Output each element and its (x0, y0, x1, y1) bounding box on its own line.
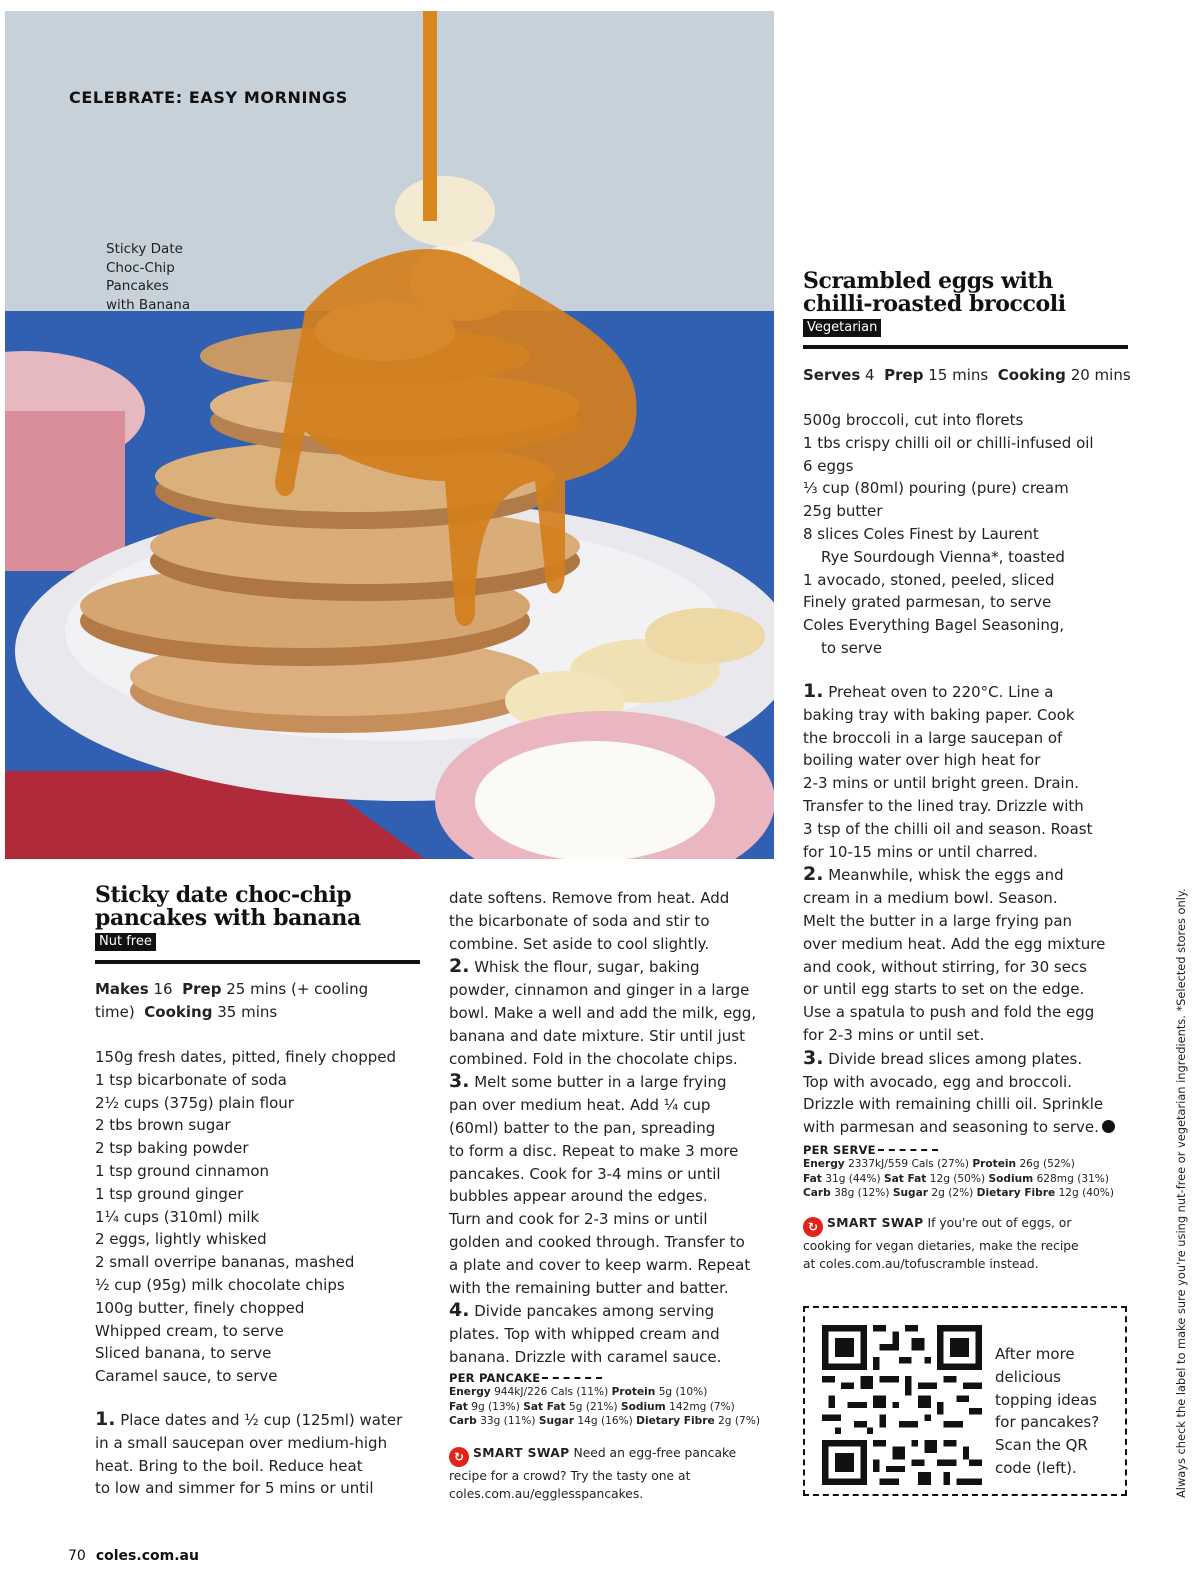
ingredient-item: ½ cup (95g) milk chocolate chips (95, 1275, 345, 1294)
nutrient-label: Carb (803, 1187, 831, 1199)
step-line: Preheat oven to 220°C. Line a (823, 683, 1054, 701)
nutrient-value: 628mg (31%) (1036, 1172, 1110, 1185)
nutrient-value: 38g (12%) (834, 1187, 890, 1199)
diet-tag: Nut free (95, 933, 156, 951)
qr-text-line: for pancakes? (995, 1413, 1100, 1432)
step-line: bubbles appear around the edges. (449, 1187, 708, 1206)
nutrient-value: 2337kJ/559 Cals (27%) (848, 1158, 969, 1170)
swap-line: Need an egg-free pancake (569, 1446, 737, 1460)
prep-value: 15 mins (928, 366, 989, 384)
right-recipe-header (803, 270, 1128, 349)
nutrition-heading: PER SERVE (803, 1143, 876, 1157)
step-line: to low and simmer for 5 mins or until (95, 1479, 374, 1498)
step-line: date softens. Remove from heat. Add (449, 889, 730, 907)
ingredient-item: Finely grated parmesan, to serve (803, 593, 1052, 612)
caption-line: Pancakes (106, 278, 169, 294)
swap-line: coles.com.au/egglesspancakes. (449, 1487, 644, 1501)
step-line: cream in a medium bowl. Season. (803, 889, 1058, 908)
nutrient-label: Carb (449, 1415, 477, 1427)
nutrient-value: 5g (10%) (658, 1386, 708, 1398)
nutrient-label: Protein (972, 1158, 1017, 1170)
title-line: Scrambled eggs with (803, 268, 1053, 294)
cooking-value: 35 mins (217, 1002, 278, 1021)
ingredient-item: Sliced banana, to serve (95, 1344, 272, 1363)
qr-text-line: topping ideas (995, 1390, 1097, 1409)
step-line: Meanwhile, whisk the eggs and (823, 866, 1064, 885)
ingredient-item: 1 tsp ground cinnamon (95, 1161, 270, 1180)
ingredient-item: Rye Sourdough Vienna*, toasted (821, 547, 1065, 566)
caption-line: with Banana (106, 296, 191, 313)
step-line: over medium heat. Add the egg mixture (803, 934, 1106, 953)
smart-swap-icon: ↻ (449, 1447, 469, 1467)
step-number: 1. (95, 1408, 116, 1430)
nutrient-value: 2g (2%) (931, 1187, 974, 1199)
right-smart-swap (803, 1214, 1103, 1273)
ingredient-item: 25g butter (803, 502, 883, 521)
ingredient-item: Caramel sauce, to serve (95, 1367, 278, 1386)
step-line: the bicarbonate of soda and stir to (449, 911, 710, 930)
step-line: Use a spatula to push and fold the egg (803, 1003, 1095, 1022)
smart-swap-label: SMART SWAP (473, 1446, 570, 1460)
nutrient-label: Sugar (892, 1187, 929, 1199)
left-recipe-title (95, 884, 420, 930)
divider (803, 345, 1128, 349)
step-line: in a small saucepan over medium-high (95, 1433, 388, 1452)
nutrient-value: 142mg (7%) (669, 1400, 735, 1413)
ingredient-item: 2 eggs, lightly whisked (95, 1230, 267, 1249)
qr-text-line: After more (995, 1345, 1075, 1363)
step-line: pancakes. Cook for 3-4 mins or until (449, 1164, 721, 1183)
prep-label: Prep (182, 980, 222, 998)
caption-line: Sticky Date (106, 241, 183, 257)
page-footer (68, 1548, 199, 1564)
nutrient-value: 12g (40%) (1058, 1187, 1114, 1199)
step-line: Turn and cook for 2-3 mins or until (449, 1210, 708, 1229)
ingredient-item: 2½ cups (375g) plain flour (95, 1093, 294, 1112)
nutrient-value: 26g (52%) (1019, 1158, 1075, 1170)
right-recipe-title (803, 270, 1128, 316)
step-line: baking tray with baking paper. Cook (803, 705, 1075, 724)
ingredient-item: 1 tsp ground ginger (95, 1184, 244, 1203)
step-line: (60ml) batter to the pan, spreading (449, 1118, 716, 1137)
ingredient-item: 150g fresh dates, pitted, finely chopped (95, 1048, 396, 1066)
step-line: banana. Drizzle with caramel sauce. (449, 1347, 722, 1366)
divider (95, 960, 420, 964)
step-line: Drizzle with remaining chilli oil. Sprinkle (803, 1095, 1104, 1114)
qr-prompt-text (995, 1343, 1115, 1480)
step-line: Transfer to the lined tray. Drizzle with (803, 796, 1084, 815)
step-line: and cook, without stirring, for 30 secs (803, 957, 1087, 976)
step-line: bowl. Make a well and add the milk, egg, (449, 1003, 757, 1022)
left-recipe-header (95, 884, 420, 964)
page-number: 70 (68, 1548, 86, 1564)
hero-photo (5, 11, 774, 859)
step-line: the broccoli in a large saucepan of (803, 728, 1063, 747)
cooking-value: 20 mins (1070, 366, 1131, 384)
nutrient-label: Sugar (538, 1415, 575, 1427)
makes-label: Makes (95, 980, 149, 998)
step-line: to form a disc. Repeat to make 3 more (449, 1141, 739, 1160)
step-number: 2. (803, 863, 824, 886)
end-marker-icon (1102, 1120, 1115, 1133)
qr-text-line: delicious (995, 1367, 1061, 1386)
nutrient-value: 2g (7%) (718, 1415, 760, 1427)
qr-panel (803, 1306, 1127, 1496)
prep-label: Prep (884, 366, 924, 384)
ingredient-item: ⅓ cup (80ml) pouring (pure) cream (803, 479, 1069, 498)
nutrient-value: 33g (11%) (480, 1415, 536, 1427)
ingredient-item: 1 avocado, stoned, peeled, sliced (803, 570, 1055, 589)
step-line: for 10-15 mins or until charred. (803, 842, 1038, 861)
step-line: banana and date mixture. Stir until just (449, 1026, 745, 1045)
step-line: combine. Set aside to cool slightly. (449, 934, 710, 953)
makes-value: 16 (153, 980, 173, 998)
nutrient-value: 12g (50%) (929, 1172, 986, 1185)
swap-line: If you're out of eggs, or (923, 1216, 1072, 1230)
ingredient-item: 6 eggs (803, 456, 854, 475)
left-recipe-meta (95, 978, 420, 1023)
nutrition-heading: PER PANCAKE (449, 1371, 541, 1385)
qr-code-icon[interactable] (822, 1325, 982, 1485)
step-line: Divide pancakes among serving (469, 1302, 715, 1321)
right-ingredient-list (803, 409, 1143, 660)
nutrient-value: 944kJ/226 Cals (11%) (494, 1386, 609, 1398)
title-line: chilli-roasted broccoli (803, 291, 1066, 317)
nutrient-label: Sat Fat (883, 1172, 927, 1185)
step-number: 2. (449, 955, 470, 978)
nutrient-value: 9g (13%) (471, 1400, 520, 1413)
step-line: heat. Bring to the boil. Reduce heat (95, 1456, 363, 1475)
ingredient-item: 100g butter, finely chopped (95, 1298, 305, 1317)
nutrient-label: Fat (449, 1400, 468, 1413)
prep-value: 25 mins (+ cooling (226, 980, 369, 998)
step-line: for 2-3 mins or until set. (803, 1025, 985, 1044)
qr-text-line: Scan the QR (995, 1436, 1088, 1455)
side-disclaimer: Always check the label to make sure you're using nut-free or vegetarian ingredients. *Selected stores only. (1174, 888, 1188, 1498)
step-line: combined. Fold in the chocolate chips. (449, 1049, 738, 1068)
step-line: with parmesan and seasoning to serve. (803, 1118, 1099, 1137)
step-line: a plate and cover to keep warm. Repeat (449, 1255, 751, 1274)
step-line: Place dates and ½ cup (125ml) water (115, 1411, 403, 1429)
left-step-1 (95, 1408, 425, 1500)
nutrient-label: Sodium (988, 1172, 1034, 1185)
pancake-stack-illustration (5, 11, 774, 859)
left-nutrition (449, 1371, 779, 1429)
step-line: powder, cinnamon and ginger in a large (449, 981, 750, 1000)
nutrient-label: Protein (611, 1386, 656, 1398)
swap-line: at coles.com.au/tofuscramble instead. (803, 1257, 1039, 1271)
left-ingredient-list (95, 1046, 430, 1388)
nutrient-label: Dietary Fibre (636, 1415, 715, 1427)
step-number: 3. (803, 1046, 824, 1069)
ingredient-item: 2 tbs brown sugar (95, 1116, 231, 1135)
ingredient-item: Coles Everything Bagel Seasoning, (803, 616, 1065, 635)
nutrient-value: 14g (16%) (577, 1415, 633, 1427)
qr-text-line: code (left). (995, 1458, 1077, 1477)
left-method-continued (449, 887, 779, 1369)
nutrient-label: Fat (803, 1172, 822, 1185)
diet-tag: Vegetarian (803, 319, 881, 337)
section-label: CELEBRATE: EASY MORNINGS (69, 88, 348, 107)
serves-label: Serves (803, 366, 861, 384)
nutrient-value: 31g (44%) (825, 1172, 881, 1185)
step-line: Whisk the flour, sugar, baking (469, 958, 700, 977)
step-line: plates. Top with whipped cream and (449, 1325, 720, 1344)
left-smart-swap (449, 1444, 779, 1503)
step-number: 4. (449, 1299, 470, 1322)
step-line: Top with avocado, egg and broccoli. (803, 1072, 1072, 1091)
serves-value: 4 (865, 366, 875, 384)
ingredient-item: 2 tsp baking powder (95, 1139, 249, 1158)
step-line: 3 tsp of the chilli oil and season. Roast (803, 819, 1093, 838)
title-line: pancakes with banana (95, 905, 361, 931)
ingredient-item: 1 tsp bicarbonate of soda (95, 1070, 287, 1089)
prep-value-cont: time) (95, 1002, 135, 1021)
right-method (803, 680, 1143, 1139)
ingredient-item: 2 small overripe bananas, mashed (95, 1253, 355, 1272)
step-line: Melt some butter in a large frying (469, 1073, 727, 1092)
step-line: 2-3 mins or until bright green. Drain. (803, 774, 1079, 793)
ingredient-item: to serve (821, 638, 883, 657)
nutrient-label: Energy (449, 1386, 491, 1398)
step-line: boiling water over high heat for (803, 751, 1041, 770)
smart-swap-icon: ↻ (803, 1217, 823, 1237)
cooking-label: Cooking (144, 1002, 213, 1021)
ingredient-item: 1 tbs crispy chilli oil or chilli-infused oil (803, 433, 1094, 452)
swap-line: recipe for a crowd? Try the tasty one at (449, 1469, 691, 1483)
dashed-rule (878, 1149, 938, 1151)
step-line: Divide bread slices among plates. (823, 1049, 1083, 1068)
ingredient-item: 500g broccoli, cut into florets (803, 411, 1024, 429)
dashed-rule (542, 1377, 602, 1379)
ingredient-item: Whipped cream, to serve (95, 1321, 284, 1340)
step-line: pan over medium heat. Add ¼ cup (449, 1096, 711, 1115)
step-line: with the remaining butter and batter. (449, 1278, 729, 1297)
step-line: Melt the butter in a large frying pan (803, 911, 1073, 930)
step-line: or until egg starts to set on the edge. (803, 980, 1085, 999)
nutrient-label: Sat Fat (523, 1400, 566, 1413)
photo-caption (106, 240, 216, 314)
smart-swap-label: SMART SWAP (827, 1216, 924, 1230)
site-link[interactable]: coles.com.au (95, 1548, 199, 1564)
ingredient-item: 1¼ cups (310ml) milk (95, 1207, 260, 1226)
step-number: 1. (803, 680, 824, 702)
nutrient-value: 5g (21%) (568, 1400, 618, 1413)
title-line: Sticky date choc-chip (95, 882, 352, 908)
right-recipe-meta (803, 364, 1143, 387)
nutrient-label: Sodium (621, 1400, 666, 1413)
cooking-label: Cooking (997, 366, 1066, 384)
step-line: golden and cooked through. Transfer to (449, 1232, 745, 1251)
right-nutrition (803, 1143, 1143, 1201)
swap-line: cooking for vegan dietaries, make the recipe (803, 1239, 1079, 1253)
ingredient-item: 8 slices Coles Finest by Laurent (803, 524, 1039, 543)
caption-line: Choc-Chip (106, 259, 175, 276)
nutrient-label: Dietary Fibre (976, 1187, 1056, 1199)
step-number: 3. (449, 1070, 470, 1093)
nutrient-label: Energy (803, 1158, 845, 1170)
